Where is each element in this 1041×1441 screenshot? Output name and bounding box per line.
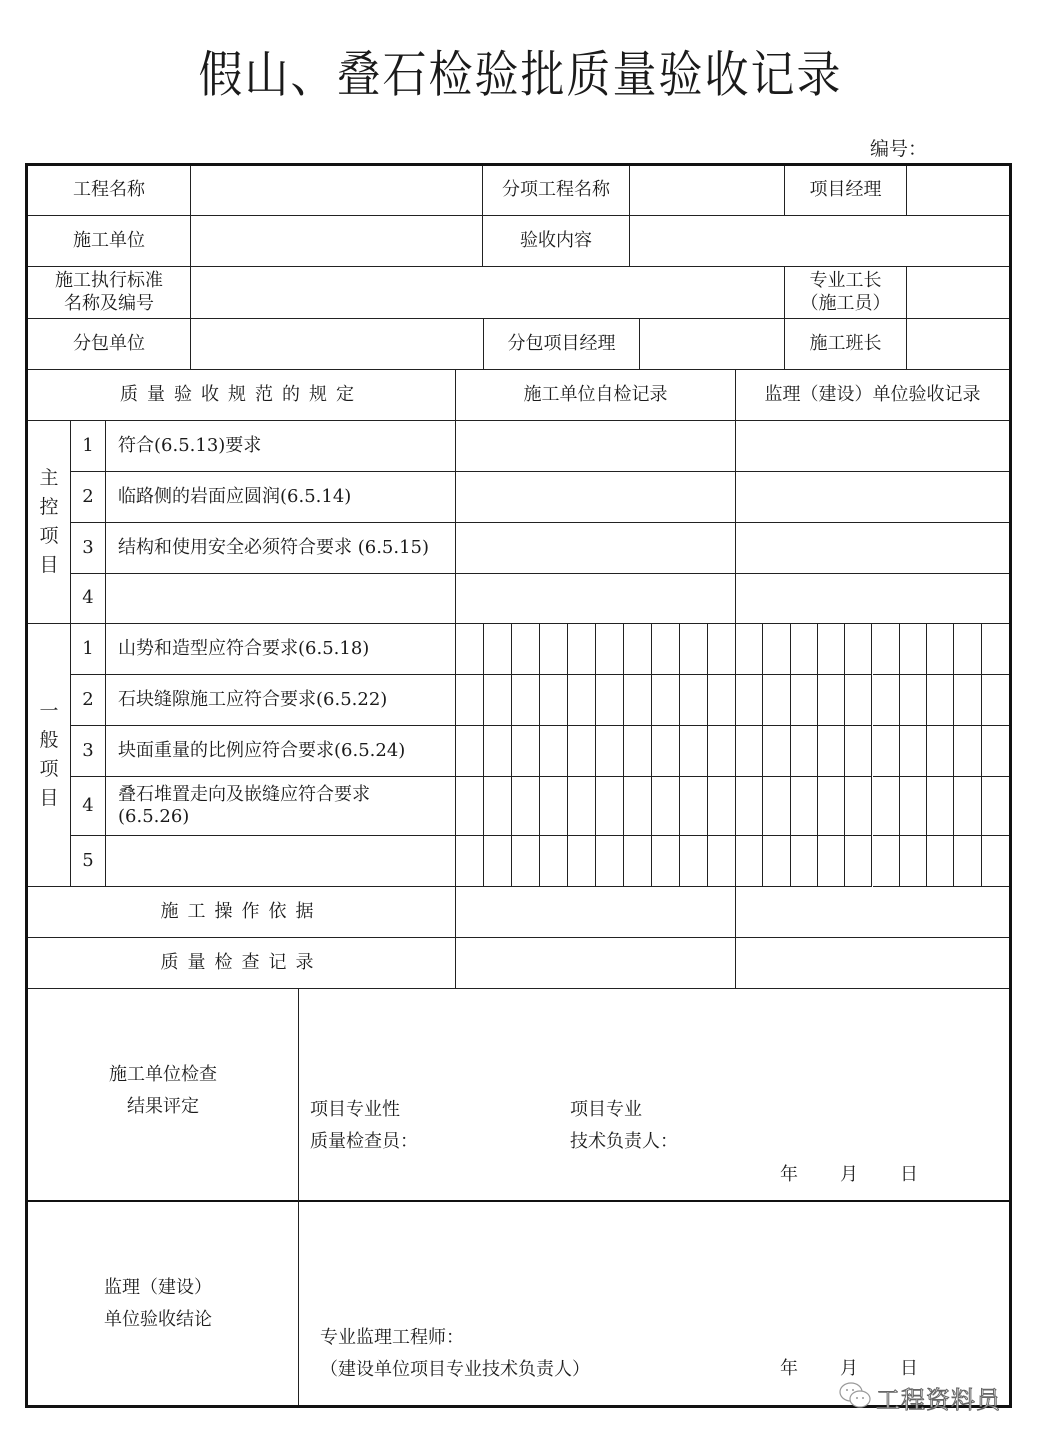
foreman-label-line1: 专业工长 [809, 270, 882, 291]
supervisor-grid-cell[interactable] [873, 675, 900, 726]
supervisor-grid-cell[interactable] [818, 675, 845, 726]
main-item-self-check[interactable] [456, 472, 736, 523]
supervisor-grid-cell[interactable] [845, 624, 872, 675]
supervisor-grid-cell[interactable] [791, 624, 818, 675]
supervisor-grid-cell[interactable] [982, 624, 1009, 675]
self-check-grid-cell[interactable] [624, 836, 652, 887]
self-check-grid-cell[interactable] [708, 624, 736, 675]
self-check-grid-cell[interactable] [596, 675, 624, 726]
main-item-self-check[interactable] [456, 523, 736, 574]
self-check-header: 施工单位自检记录 [456, 370, 736, 421]
supervisor-grid-cell[interactable] [736, 624, 763, 675]
self-check-grid-cell[interactable] [456, 777, 484, 836]
quality-record-label: 质量检查记录 [28, 938, 456, 989]
acceptance-content-label: 验收内容 [483, 216, 630, 267]
supervisor-grid-cell[interactable] [736, 836, 763, 887]
watermark-text: 工程资料员 [876, 1386, 1001, 1414]
supervisor-grid-cell[interactable] [791, 836, 818, 887]
main-item-supervisor[interactable] [736, 574, 1009, 624]
standard-field[interactable] [191, 267, 785, 319]
quality-record-self-check[interactable] [456, 938, 736, 989]
supervisor-grid-cell[interactable] [954, 777, 981, 836]
self-check-grid-cell[interactable] [568, 726, 596, 777]
supervisor-grid-cell[interactable] [927, 836, 954, 887]
self-check-grid-cell[interactable] [540, 836, 568, 887]
supervisor-grid-cell[interactable] [791, 726, 818, 777]
supervisor-label-line1: 监理（建设） [104, 1277, 212, 1298]
sub-manager-label: 分包项目经理 [484, 319, 640, 370]
supervisor-grid-cell[interactable] [900, 836, 927, 887]
supervisor-grid-cell[interactable] [845, 836, 872, 887]
supervisor-label-line2: 单位验收结论 [104, 1308, 212, 1330]
supervisor-grid-cell[interactable] [927, 675, 954, 726]
date-day: 日 [900, 1358, 918, 1379]
operation-basis-label: 施工操作依据 [28, 887, 456, 938]
self-check-grid-cell[interactable] [456, 726, 484, 777]
self-check-grid-cell[interactable] [596, 726, 624, 777]
self-check-grid-cell[interactable] [680, 836, 708, 887]
general-item-text-line1: 叠石堆置走向及嵌缝应符合要求 [118, 783, 370, 805]
supervisor-grid-cell[interactable] [818, 624, 845, 675]
self-check-grid-cell[interactable] [512, 836, 540, 887]
project-manager-field[interactable] [907, 166, 1009, 216]
main-category-char: 项 [39, 525, 59, 547]
supervisor-grid-cell[interactable] [791, 675, 818, 726]
general-item-text [106, 777, 456, 836]
self-check-grid-cell[interactable] [708, 675, 736, 726]
main-category-char: 控 [39, 496, 59, 519]
supervisor-grid-cell[interactable] [873, 836, 900, 887]
date-month: 月 [840, 1358, 858, 1379]
self-check-grid-cell[interactable] [680, 726, 708, 777]
supervisor-grid-cell[interactable] [818, 836, 845, 887]
self-check-grid-cell[interactable] [484, 726, 512, 777]
main-category-char: 主 [39, 467, 59, 490]
spec-header: 质量验收规范的规定 [28, 370, 456, 421]
supervisor-grid-cell[interactable] [873, 624, 900, 675]
self-check-grid-cell[interactable] [568, 777, 596, 836]
subcontractor-label: 分包单位 [28, 319, 191, 370]
supervisor-grid-cell[interactable] [900, 624, 927, 675]
self-check-grid-cell[interactable] [652, 726, 680, 777]
main-item-supervisor[interactable] [736, 472, 1009, 523]
main-items-category [28, 421, 71, 624]
self-check-grid-cell[interactable] [568, 836, 596, 887]
self-check-grid-cell[interactable] [568, 675, 596, 726]
self-check-grid-cell[interactable] [680, 777, 708, 836]
general-category-char: 一 [39, 700, 59, 723]
self-check-grid-cell[interactable] [540, 624, 568, 675]
supervisor-grid-cell[interactable] [763, 836, 790, 887]
self-check-grid-cell[interactable] [540, 777, 568, 836]
self-check-grid-cell[interactable] [624, 726, 652, 777]
supervisor-grid-cell[interactable] [873, 777, 900, 836]
tech-lead-line1: 项目专业 [570, 1099, 642, 1120]
general-item-number: 4 [71, 777, 106, 836]
foreman-label [785, 267, 907, 319]
standard-label-line1: 施工执行标准 [55, 270, 163, 291]
main-category-char: 目 [39, 553, 59, 576]
contractor-label-line2: 结果评定 [127, 1095, 199, 1117]
supervisor-grid-cell[interactable] [763, 777, 790, 836]
self-check-grid-cell[interactable] [708, 777, 736, 836]
general-category-char: 目 [39, 786, 59, 809]
tech-lead-signature [570, 1094, 678, 1157]
standard-label-line2: 名称及编号 [64, 292, 154, 314]
date-day: 日 [900, 1164, 918, 1185]
supervisor-grid-cell[interactable] [818, 777, 845, 836]
general-category-char: 项 [39, 758, 59, 780]
supervisor-grid-cell[interactable] [818, 726, 845, 777]
quality-inspector-signature [310, 1094, 418, 1157]
team-leader-field[interactable] [907, 319, 1009, 370]
construction-unit-label: 施工单位 [28, 216, 191, 267]
supervisor-grid-cell[interactable] [954, 675, 981, 726]
supervisor-grid-cell[interactable] [927, 777, 954, 836]
general-item-text[interactable] [106, 836, 456, 887]
supervisor-grid-cell[interactable] [763, 675, 790, 726]
supervisor-grid-cell[interactable] [736, 777, 763, 836]
self-check-grid-cell[interactable] [652, 624, 680, 675]
engineer-line2: （建设单位项目专业技术负责人） [320, 1358, 590, 1380]
self-check-grid-cell[interactable] [708, 726, 736, 777]
self-check-grid-cell[interactable] [680, 624, 708, 675]
supervisor-grid-cell[interactable] [954, 836, 981, 887]
supervisor-grid-cell[interactable] [954, 726, 981, 777]
general-items-check-grid [456, 624, 1009, 887]
standard-label [28, 267, 191, 319]
page-title: 假山、叠石检验批质量验收记录 [198, 46, 843, 104]
general-items-category [28, 624, 71, 887]
supervisor-grid-cell[interactable] [982, 836, 1009, 887]
main-item-self-check[interactable] [456, 421, 736, 472]
general-category-char: 般 [39, 729, 59, 752]
engineer-line1: 专业监理工程师： [320, 1327, 464, 1348]
supervisor-header: 监理（建设）单位验收记录 [736, 370, 1009, 421]
self-check-grid-cell[interactable] [624, 624, 652, 675]
document-number-label: 编号： [870, 138, 928, 160]
supervising-engineer-signature [320, 1322, 590, 1385]
main-item-number: 3 [71, 523, 106, 574]
general-item-number: 3 [71, 726, 106, 777]
date-year: 年 [780, 1358, 798, 1379]
supervisor-grid-cell[interactable] [900, 675, 927, 726]
general-item-text: 石块缝隙施工应符合要求(6.5.22) [106, 675, 456, 726]
self-check-grid-cell[interactable] [596, 624, 624, 675]
main-item-supervisor[interactable] [736, 421, 1009, 472]
operation-basis-supervisor[interactable] [736, 887, 1009, 938]
general-item-text: 块面重量的比例应符合要求(6.5.24) [106, 726, 456, 777]
main-item-text: 临路侧的岩面应圆润(6.5.14) [106, 472, 456, 523]
main-item-supervisor[interactable] [736, 523, 1009, 574]
self-check-grid-cell[interactable] [652, 836, 680, 887]
date-year: 年 [780, 1164, 798, 1185]
supervisor-grid-cell[interactable] [982, 777, 1009, 836]
main-item-number: 2 [71, 472, 106, 523]
inspector-line1: 项目专业性 [310, 1099, 400, 1120]
self-check-grid-cell[interactable] [540, 675, 568, 726]
self-check-grid-cell[interactable] [484, 675, 512, 726]
supervisor-grid-cell[interactable] [900, 777, 927, 836]
self-check-grid-cell[interactable] [624, 675, 652, 726]
operation-basis-self-check[interactable] [456, 887, 736, 938]
team-leader-label: 施工班长 [785, 319, 907, 370]
self-check-grid-cell[interactable] [456, 836, 484, 887]
date-month: 月 [840, 1164, 858, 1185]
self-check-grid-cell[interactable] [512, 777, 540, 836]
self-check-grid-cell[interactable] [708, 836, 736, 887]
self-check-grid-cell[interactable] [484, 624, 512, 675]
main-item-text[interactable] [106, 574, 456, 624]
supervisor-grid-cell[interactable] [873, 726, 900, 777]
inspector-line2: 质量检查员： [310, 1130, 418, 1152]
self-check-grid-cell[interactable] [568, 624, 596, 675]
supervisor-grid-cell[interactable] [954, 624, 981, 675]
main-item-text: 符合(6.5.13)要求 [106, 421, 456, 472]
supervisor-grid-cell[interactable] [927, 624, 954, 675]
sub-project-name-label: 分项工程名称 [483, 166, 630, 216]
self-check-grid-cell[interactable] [512, 675, 540, 726]
supervisor-grid-cell[interactable] [845, 777, 872, 836]
contractor-date [780, 1159, 918, 1191]
supervisor-grid-cell[interactable] [982, 726, 1009, 777]
sub-project-name-field[interactable] [630, 166, 785, 216]
self-check-grid-cell[interactable] [652, 777, 680, 836]
supervisor-grid-cell[interactable] [736, 726, 763, 777]
contractor-label-line1: 施工单位检查 [109, 1064, 217, 1085]
self-check-grid-cell[interactable] [456, 675, 484, 726]
contractor-evaluation-label [28, 989, 299, 1202]
supervisor-grid-cell[interactable] [763, 624, 790, 675]
self-check-grid-cell[interactable] [624, 777, 652, 836]
supervisor-grid-cell[interactable] [845, 675, 872, 726]
project-name-field[interactable] [191, 166, 483, 216]
acceptance-content-field[interactable] [630, 216, 1009, 267]
general-item-number: 5 [71, 836, 106, 887]
supervisor-grid-cell[interactable] [927, 726, 954, 777]
main-item-number: 1 [71, 421, 106, 472]
project-name-label: 工程名称 [28, 166, 191, 216]
main-item-text: 结构和使用安全必须符合要求 (6.5.15) [106, 523, 456, 574]
construction-unit-field[interactable] [191, 216, 483, 267]
quality-record-supervisor[interactable] [736, 938, 1009, 989]
project-manager-label: 项目经理 [785, 166, 907, 216]
self-check-grid-cell[interactable] [596, 777, 624, 836]
tech-lead-line2: 技术负责人： [570, 1130, 678, 1152]
supervisor-grid-cell[interactable] [763, 726, 790, 777]
self-check-grid-cell[interactable] [680, 675, 708, 726]
general-item-number: 1 [71, 624, 106, 675]
supervisor-conclusion-label [28, 1202, 299, 1405]
acceptance-form [25, 163, 1012, 1408]
supervisor-grid-cell[interactable] [736, 675, 763, 726]
self-check-grid-cell[interactable] [512, 726, 540, 777]
subcontractor-field[interactable] [191, 319, 484, 370]
general-item-text-line2: (6.5.26) [118, 806, 190, 827]
self-check-grid-cell[interactable] [456, 624, 484, 675]
sub-manager-field[interactable] [640, 319, 785, 370]
self-check-grid-cell[interactable] [596, 836, 624, 887]
general-item-number: 2 [71, 675, 106, 726]
self-check-grid-cell[interactable] [652, 675, 680, 726]
foreman-label-line2: （施工员） [800, 292, 891, 314]
self-check-grid-cell[interactable] [540, 726, 568, 777]
main-item-self-check[interactable] [456, 574, 736, 624]
self-check-grid-cell[interactable] [484, 836, 512, 887]
supervisor-grid-cell[interactable] [982, 675, 1009, 726]
self-check-grid-cell[interactable] [512, 624, 540, 675]
supervisor-grid-cell[interactable] [845, 726, 872, 777]
supervisor-grid-cell[interactable] [900, 726, 927, 777]
general-item-text: 山势和造型应符合要求(6.5.18) [106, 624, 456, 675]
chat-bubbles-icon [838, 1381, 874, 1411]
self-check-grid-cell[interactable] [484, 777, 512, 836]
supervisor-grid-cell[interactable] [791, 777, 818, 836]
main-item-number: 4 [71, 574, 106, 624]
foreman-field[interactable] [907, 267, 1009, 319]
